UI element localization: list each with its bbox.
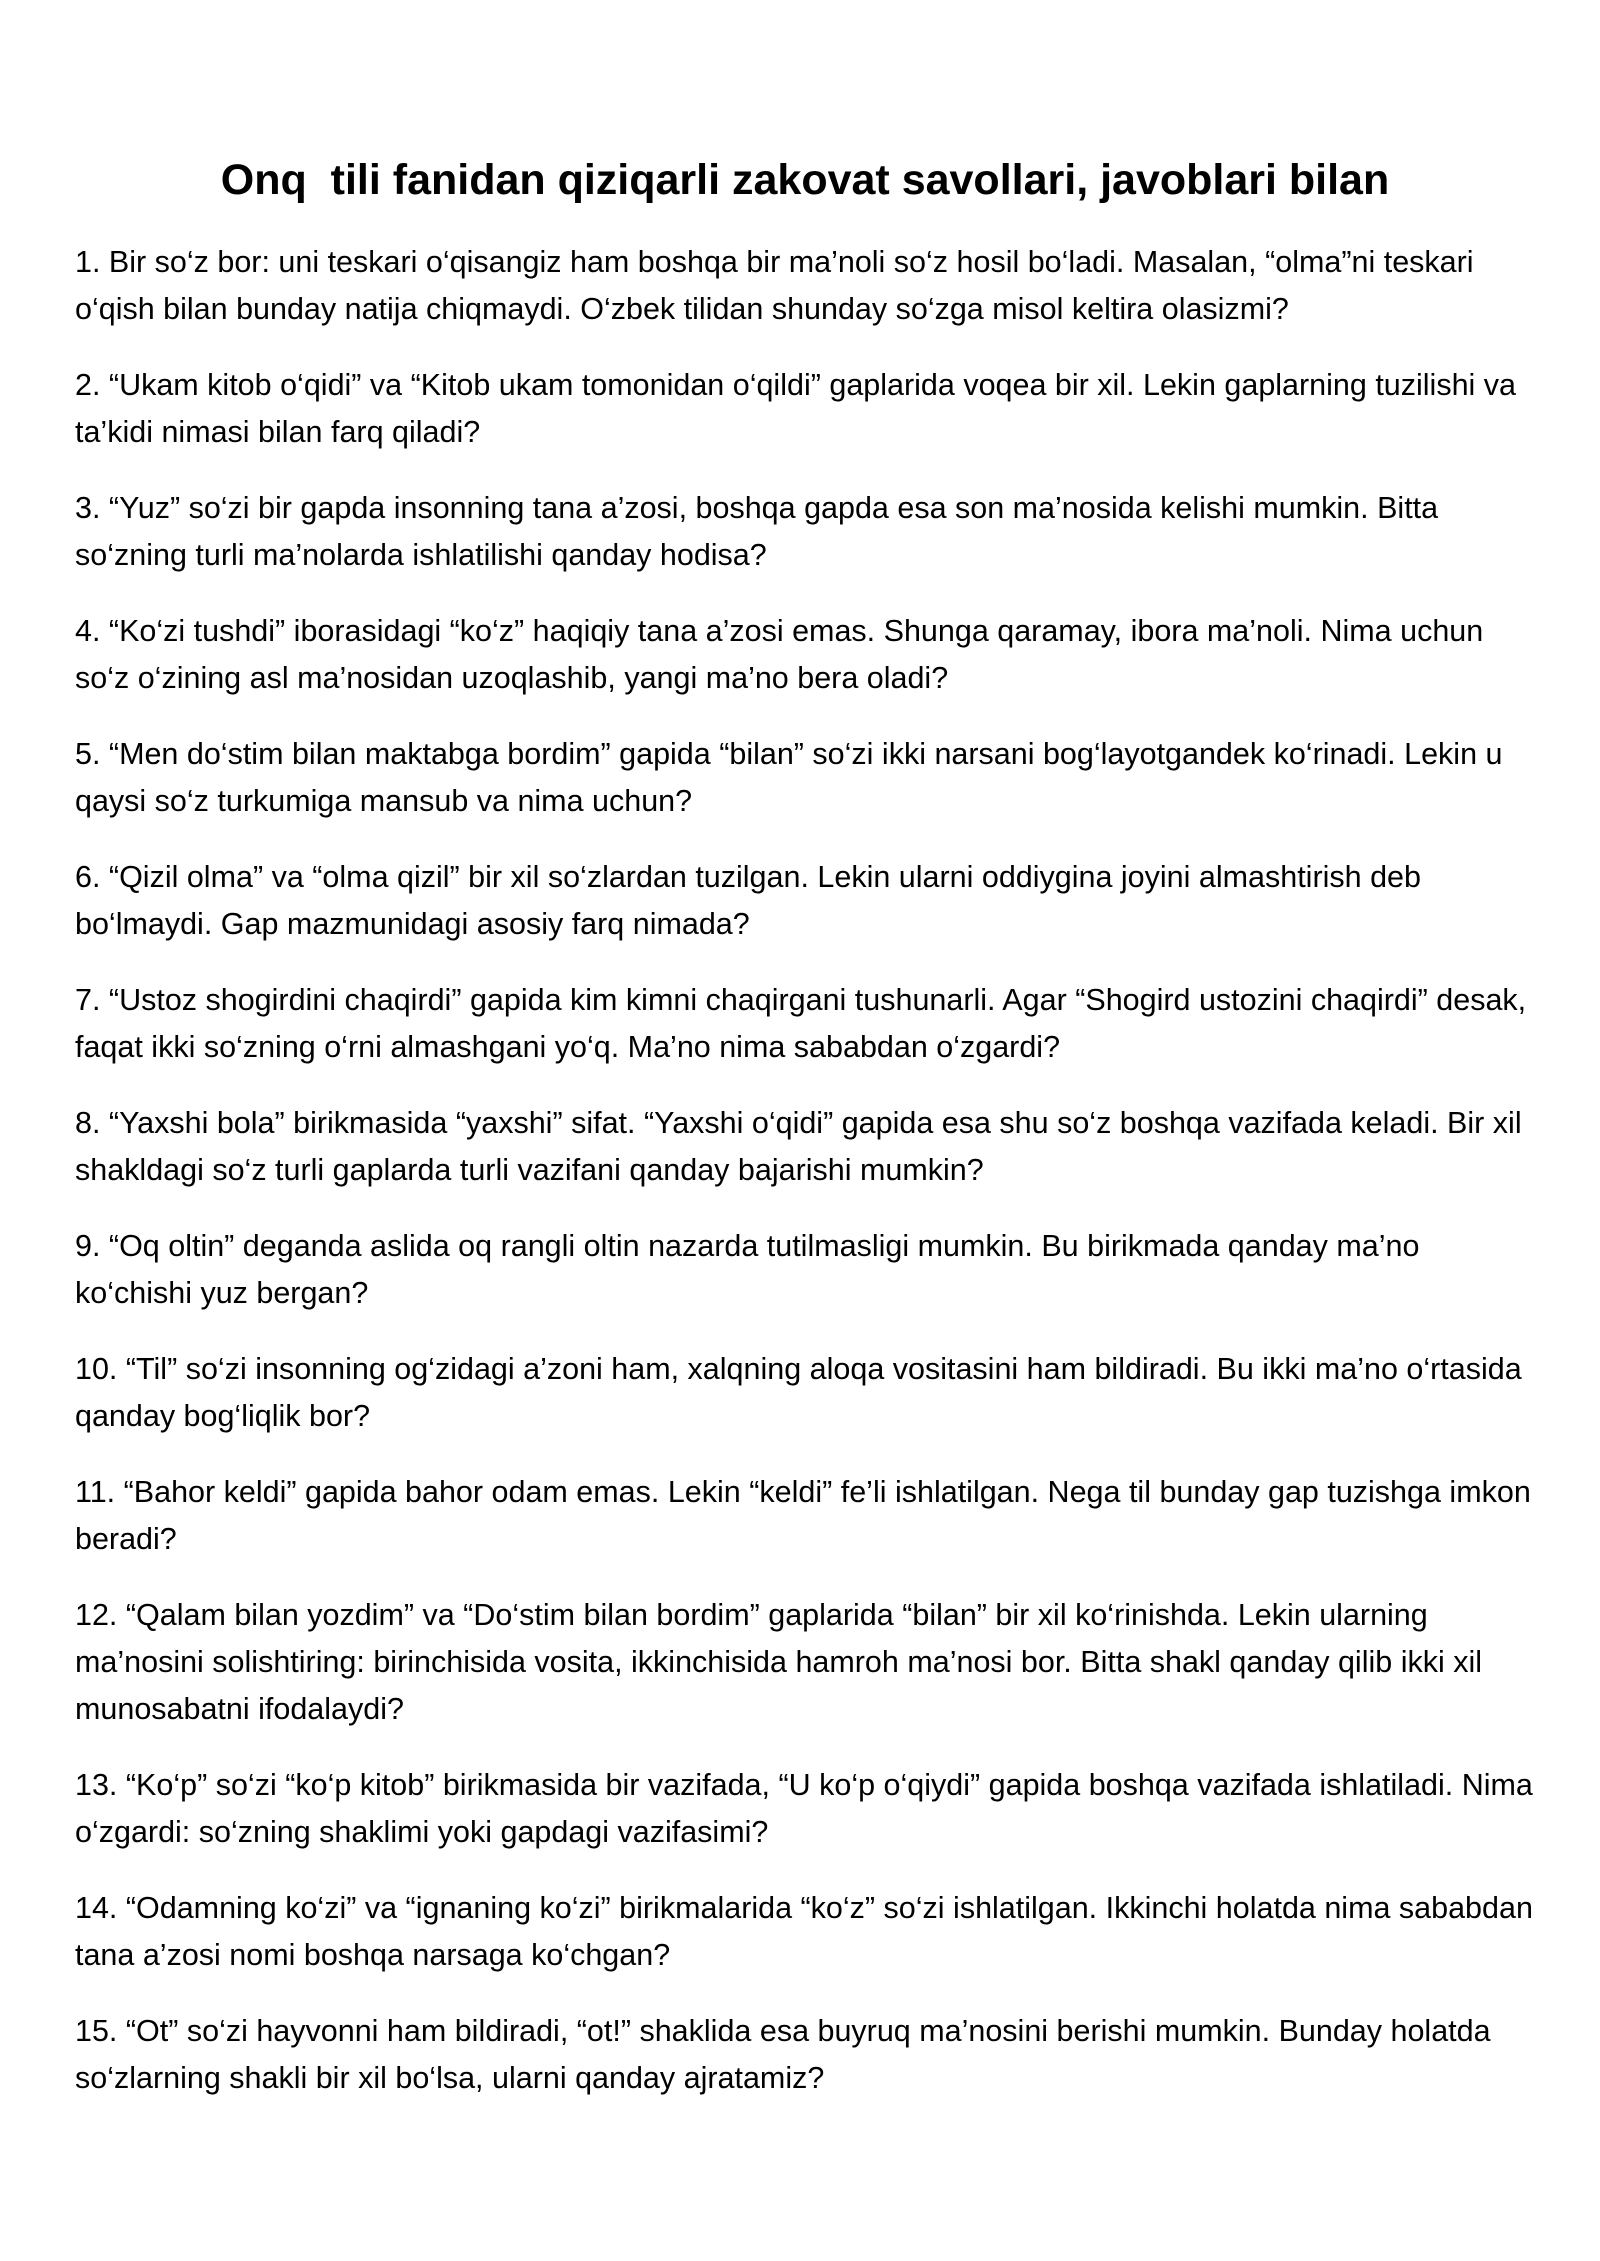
question-item: 3. “Yuz” so‘zi bir gapda insonning tana a’zosi, boshqa gapda esa son ma’nosida kelishi mumkin. Bitta so‘zning turli ma’nolarda ishlatilishi qanday hodisa?	[75, 490, 1439, 572]
question-item: 9. “Oq oltin” deganda aslida oq rangli oltin nazarda tutilmasligi mumkin. Bu birikmada qanday ma’no ko‘chishi yuz bergan?	[75, 1228, 1420, 1310]
question-list	[75, 239, 1535, 2102]
question-item: 2. “Ukam kitob o‘qidi” va “Kitob ukam tomonidan o‘qildi” gaplarida voqea bir xil. Lekin gaplarning tuzilishi va ta’kidi nimasi bilan farq qiladi?	[75, 367, 1517, 449]
question-item: 7. “Ustoz shogirdini chaqirdi” gapida kim kimni chaqirgani tushunarli. Agar “Shogird ustozini chaqirdi” desak, faqat ikki so‘zning o‘rni almashgani yo‘q. Ma’no nima sababdan o‘zgardi?	[75, 982, 1527, 1064]
question-item: 4. “Ko‘zi tushdi” iborasidagi “ko‘z” haqiqiy tana a’zosi emas. Shunga qaramay, ibora ma’noli. Nima uchun so‘z o‘zining asl ma’nosidan uzoqlashib, yangi ma’no bera oladi?	[75, 613, 1484, 695]
question-item: 6. “Qizil olma” va “olma qizil” bir xil so‘zlardan tuzilgan. Lekin ularni oddiygina joyini almashtirish deb bo‘lmaydi. Gap mazmunidagi asosiy farq nimada?	[75, 859, 1421, 941]
question-item: 14. “Odamning ko‘zi” va “ignaning ko‘zi” birikmalarida “ko‘z” so‘zi ishlatilgan. Ikkinchi holatda nima sababdan tana a’zosi nomi boshqa narsaga ko‘chgan?	[75, 1890, 1533, 1972]
question-item: 13. “Ko‘p” so‘zi “ko‘p kitob” birikmasida bir vazifada, “U ko‘p o‘qiydi” gapida boshqa vazifada ishlatiladi. Nima o‘zgardi: so‘zning shaklimi yoki gapdagi vazifasimi?	[75, 1767, 1533, 1849]
question-item: 5. “Men do‘stim bilan maktabga bordim” gapida “bilan” so‘zi ikki narsani bog‘layotgandek ko‘rinadi. Lekin u qaysi so‘z turkumiga mansub va nima uchun?	[75, 736, 1503, 818]
question-item: 10. “Til” so‘zi insonning og‘zidagi a’zoni ham, xalqning aloqa vositasini ham bildiradi. Bu ikki ma’no o‘rtasida qanday bog‘liqlik bor?	[75, 1351, 1522, 1433]
question-item: 8. “Yaxshi bola” birikmasida “yaxshi” sifat. “Yaxshi o‘qidi” gapida esa shu so‘z boshqa vazifada keladi. Bir xil shakldagi so‘z turli gaplarda turli vazifani qanday bajarishi mumkin?	[75, 1105, 1522, 1187]
question-item: 1. Bir so‘z bor: uni teskari o‘qisangiz ham boshqa bir ma’noli so‘z hosil bo‘ladi. Masalan, “olma”ni teskari o‘qish bilan bunday natija chiqmaydi. O‘zbek tilidan shunday so‘zga misol keltira olasizmi?	[75, 244, 1474, 326]
page-title: Onq tili fanidan qiziqarli zakovat savollari, javoblari bilan	[220, 156, 1390, 204]
question-item: 11. “Bahor keldi” gapida bahor odam emas. Lekin “keldi” fe’li ishlatilgan. Nega til bunday gap tuzishga imkon beradi?	[75, 1474, 1531, 1556]
question-item: 15. “Ot” so‘zi hayvonni ham bildiradi, “ot!” shaklida esa buyruq ma’nosini berishi mumkin. Bunday holatda so‘zlarning shakli bir xil bo‘lsa, ularni qanday ajratamiz?	[75, 2013, 1491, 2095]
question-item: 12. “Qalam bilan yozdim” va “Do‘stim bilan bordim” gaplarida “bilan” bir xil ko‘rinishda. Lekin ularning ma’nosini solishtiring: birinchisida vosita, ikkinchisida hamroh ma’nosi bor. Bitta shakl qanday qilib ikki xil munosabatni ifodalaydi?	[75, 1597, 1483, 1726]
